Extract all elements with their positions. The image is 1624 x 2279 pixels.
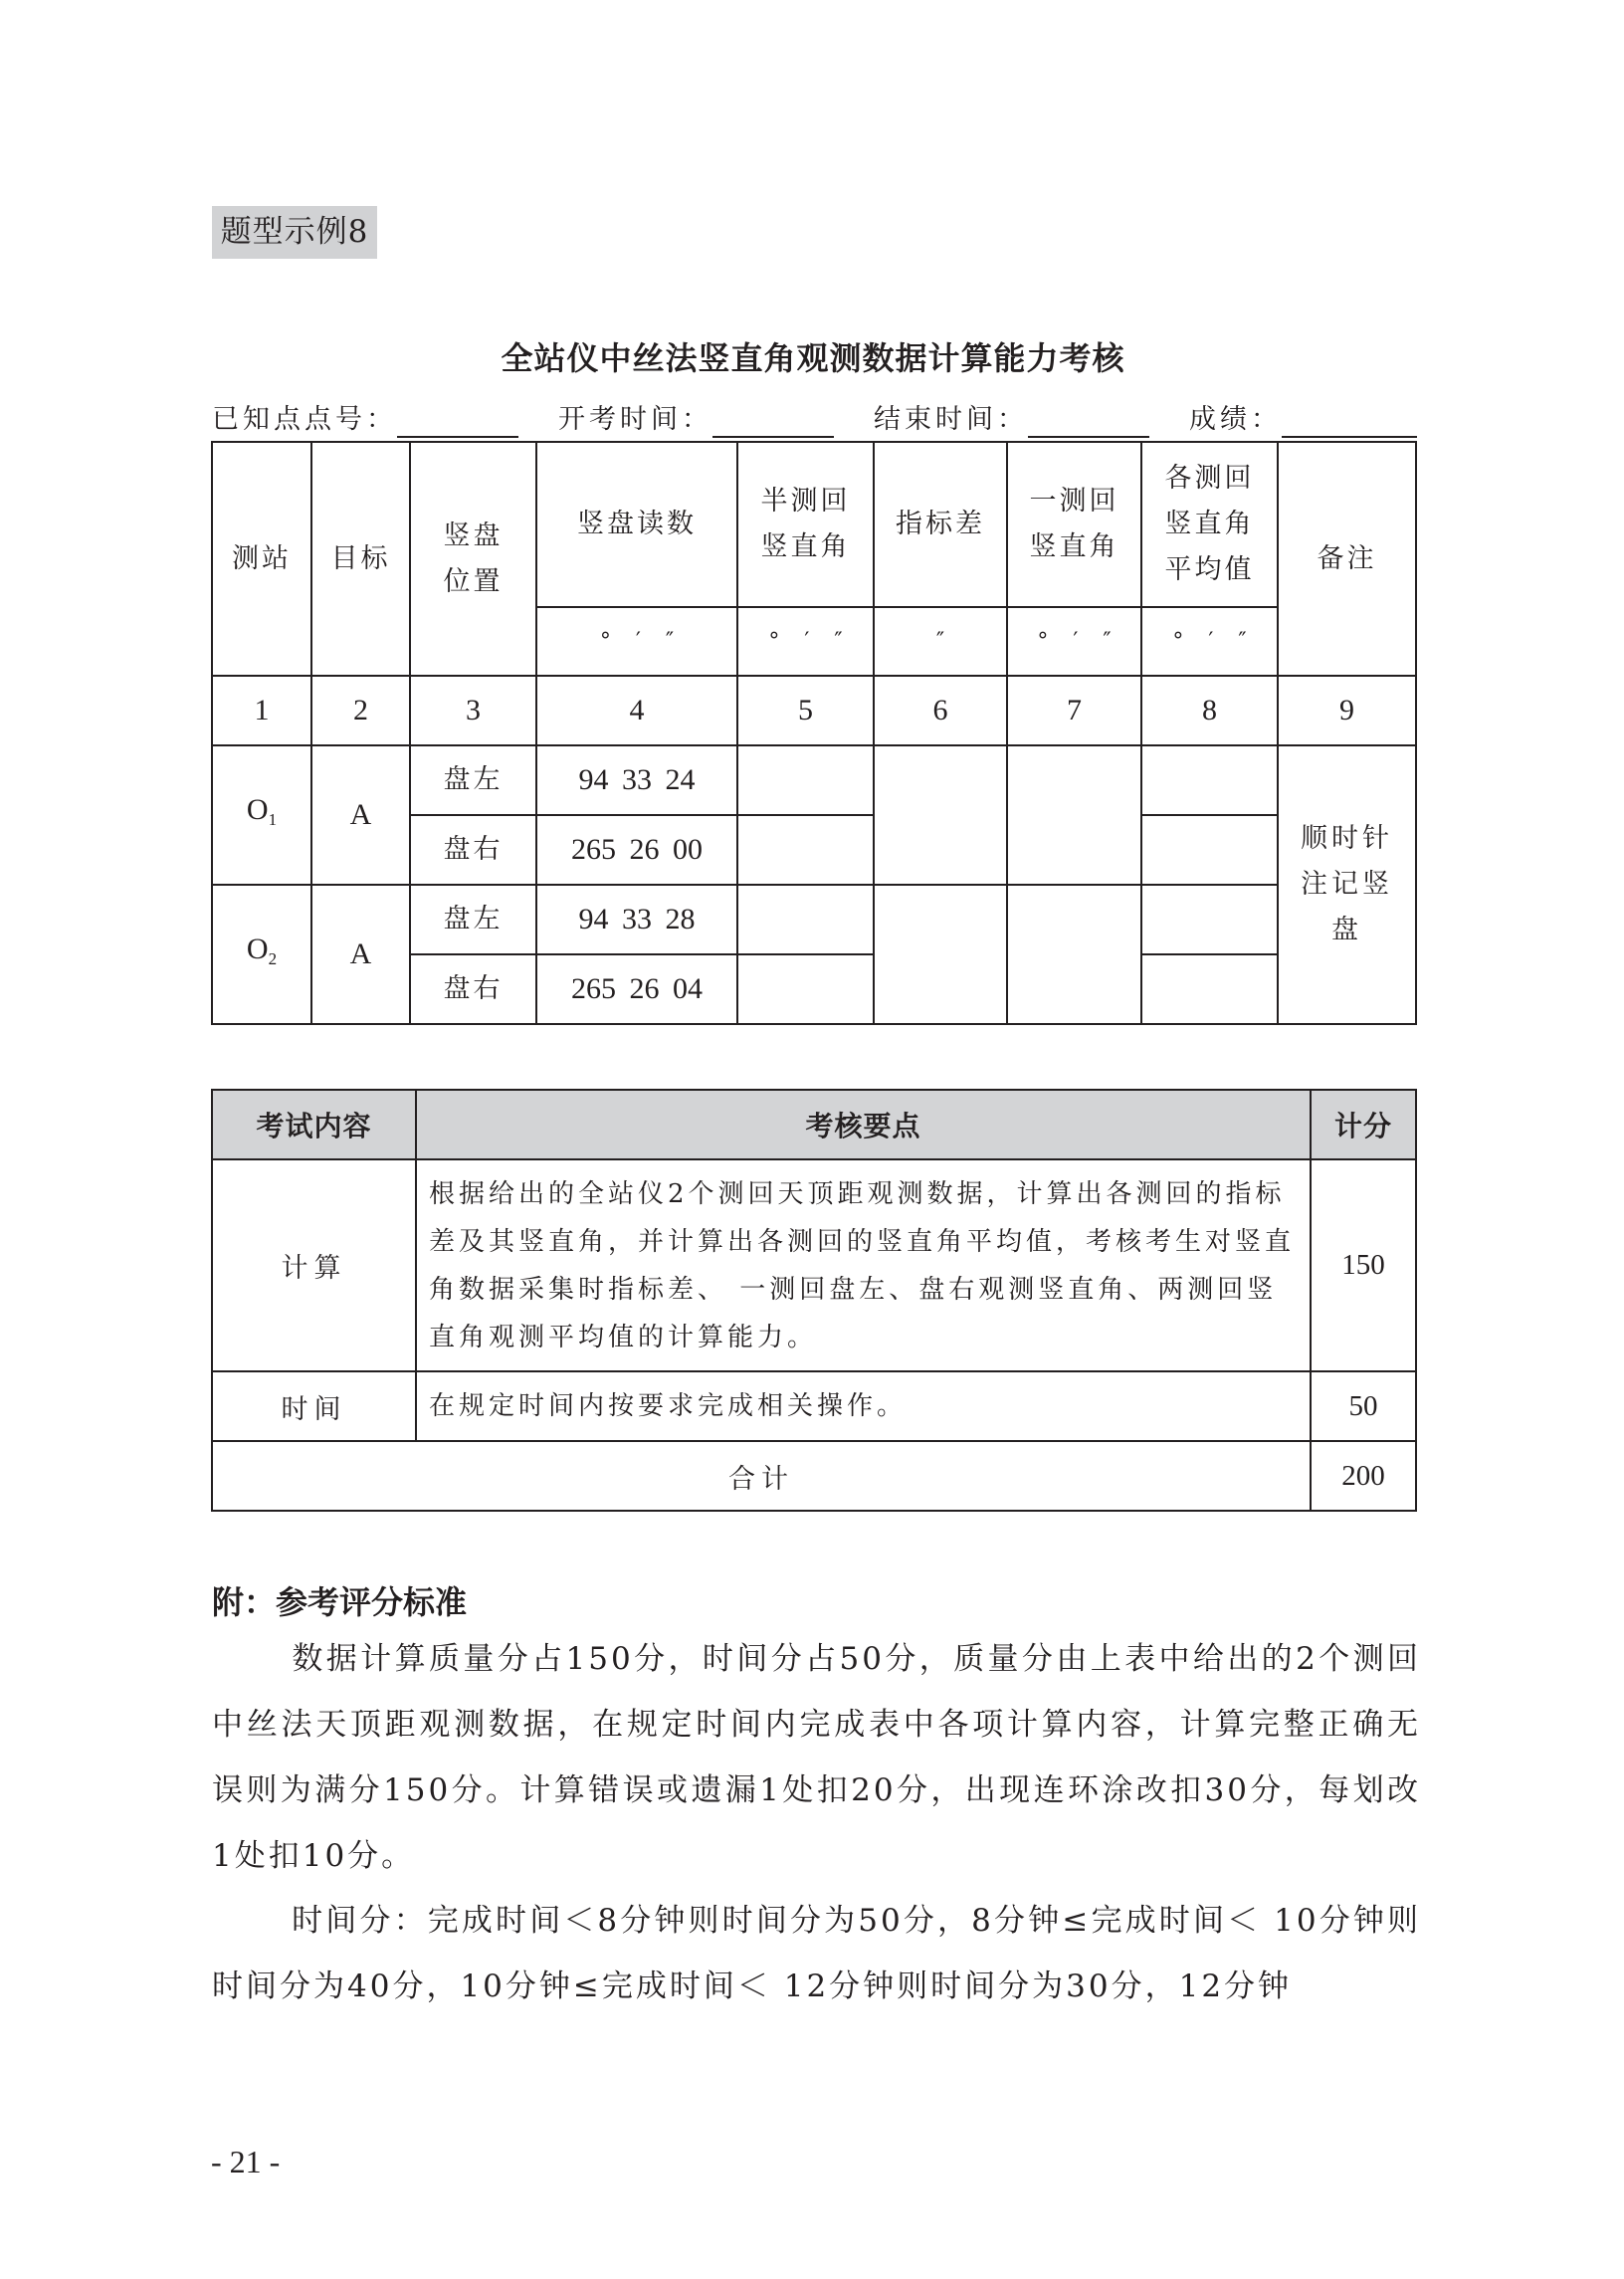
column-number: 9 [1278, 676, 1416, 745]
content-cell: 计算 [212, 1159, 416, 1371]
index-error-input[interactable] [874, 885, 1007, 1024]
appendix-paragraph [212, 1626, 1421, 1889]
index-error-input[interactable] [874, 745, 1007, 885]
mean-angle-input[interactable] [1141, 745, 1278, 815]
column-number: 2 [311, 676, 410, 745]
observation-table [211, 441, 1417, 1025]
mean-angle-input[interactable] [1141, 954, 1278, 1024]
start-time-field[interactable] [712, 400, 834, 438]
content-cell: 时间 [212, 1371, 416, 1441]
half-angle-input[interactable] [737, 815, 874, 885]
page-number: - 21 - [211, 2144, 281, 2179]
end-time-label: 结束时间： [874, 404, 1028, 435]
table-row [212, 1159, 1416, 1371]
position-cell: 盘左 [410, 745, 536, 815]
score-label: 成绩： [1189, 404, 1282, 435]
position-cell: 盘左 [410, 885, 536, 954]
header-reading: 竖盘读数 [536, 442, 737, 607]
table-row [212, 1371, 1416, 1441]
column-number: 3 [410, 676, 536, 745]
header-exam-content: 考试内容 [212, 1090, 416, 1159]
column-number: 4 [536, 676, 737, 745]
score-field[interactable] [1282, 400, 1417, 438]
half-angle-input[interactable] [737, 885, 874, 954]
key-points-cell: 根据给出的全站仪2个测回天顶距观测数据，计算出各测回的指标差及其竖直角，并计算出各测回的竖直角平均值，考核考生对竖直角数据采集时指标差、 一测回盘左、盘右观测竖直角、两测回竖直角观测平均值的计算能力。 [416, 1159, 1311, 1371]
page-title: 全站仪中丝法竖直角观测数据计算能力考核 [501, 339, 1125, 377]
reading-cell: 265 26 00 [536, 815, 737, 885]
column-number: 5 [737, 676, 874, 745]
unit-one-round-angle: ° ′ ″ [1007, 607, 1141, 676]
unit-index-error: ″ [874, 607, 1007, 676]
end-time-field[interactable] [1028, 400, 1149, 438]
header-one-round-angle: 一测回竖直角 [1007, 442, 1141, 607]
appendix-heading: 附：参考评分标准 [212, 1583, 468, 1621]
half-angle-input[interactable] [737, 954, 874, 1024]
table-row [212, 745, 1416, 815]
reading-cell: 265 26 04 [536, 954, 737, 1024]
score-cell: 50 [1311, 1371, 1416, 1441]
target-cell: A [311, 745, 410, 885]
appendix-paragraph [212, 1888, 1421, 2019]
total-label: 合计 [212, 1441, 1311, 1511]
total-score: 200 [1311, 1441, 1416, 1511]
reading-cell: 94 33 24 [536, 745, 737, 815]
header-remark: 备注 [1278, 442, 1416, 676]
section-tag: 题型示例8 [212, 206, 377, 259]
start-time-label: 开考时间： [558, 404, 712, 435]
known-point-field[interactable] [397, 400, 518, 438]
one-round-angle-input[interactable] [1007, 745, 1141, 885]
header-half-angle: 半测回竖直角 [737, 442, 874, 607]
paragraph-text: 数据计算质量分占150分，时间分占50分，质量分由上表中给出的2个测回中丝法天顶距观测数据，在规定时间内完成表中各项计算内容，计算完整正确无误则为满分150分。计算错误或遗漏1处扣20分，出现连环涂改扣30分，每划改1处扣10分。 [212, 1641, 1421, 1874]
known-point-label: 已知点点号： [212, 404, 397, 435]
header-station: 测站 [212, 442, 311, 676]
station-cell [212, 885, 311, 1024]
scoring-table [211, 1089, 1417, 1512]
station-name: O [246, 932, 269, 965]
column-number: 8 [1141, 676, 1278, 745]
header-index-error: 指标差 [874, 442, 1007, 607]
remark-cell: 顺时针注记竖盘 [1278, 745, 1416, 1024]
unit-mean-angle: ° ′ ″ [1141, 607, 1278, 676]
total-row [212, 1441, 1416, 1511]
column-number: 6 [874, 676, 1007, 745]
table-row [212, 885, 1416, 954]
station-cell [212, 745, 311, 885]
position-cell: 盘右 [410, 954, 536, 1024]
station-name: O [246, 793, 269, 826]
header-position: 竖盘位置 [410, 442, 536, 676]
column-number: 1 [212, 676, 311, 745]
position-cell: 盘右 [410, 815, 536, 885]
header-score: 计分 [1311, 1090, 1416, 1159]
half-angle-input[interactable] [737, 745, 874, 815]
station-subscript: 1 [268, 810, 278, 829]
header-target: 目标 [311, 442, 410, 676]
score-cell: 150 [1311, 1159, 1416, 1371]
reading-cell: 94 33 28 [536, 885, 737, 954]
info-line [212, 400, 1417, 440]
unit-half-angle: ° ′ ″ [737, 607, 874, 676]
unit-reading: ° ′ ″ [536, 607, 737, 676]
header-key-points: 考核要点 [416, 1090, 1311, 1159]
mean-angle-input[interactable] [1141, 815, 1278, 885]
target-cell: A [311, 885, 410, 1024]
one-round-angle-input[interactable] [1007, 885, 1141, 1024]
header-mean-angle: 各测回竖直角平均值 [1141, 442, 1278, 607]
key-points-cell: 在规定时间内按要求完成相关操作。 [416, 1371, 1311, 1441]
mean-angle-input[interactable] [1141, 885, 1278, 954]
column-number: 7 [1007, 676, 1141, 745]
station-subscript: 2 [268, 949, 278, 968]
paragraph-text: 时间分：完成时间＜8分钟则时间分为50分，8分钟≤完成时间＜ 10分钟则时间分为40分，10分钟≤完成时间＜ 12分钟则时间分为30分，12分钟 [212, 1903, 1421, 2004]
